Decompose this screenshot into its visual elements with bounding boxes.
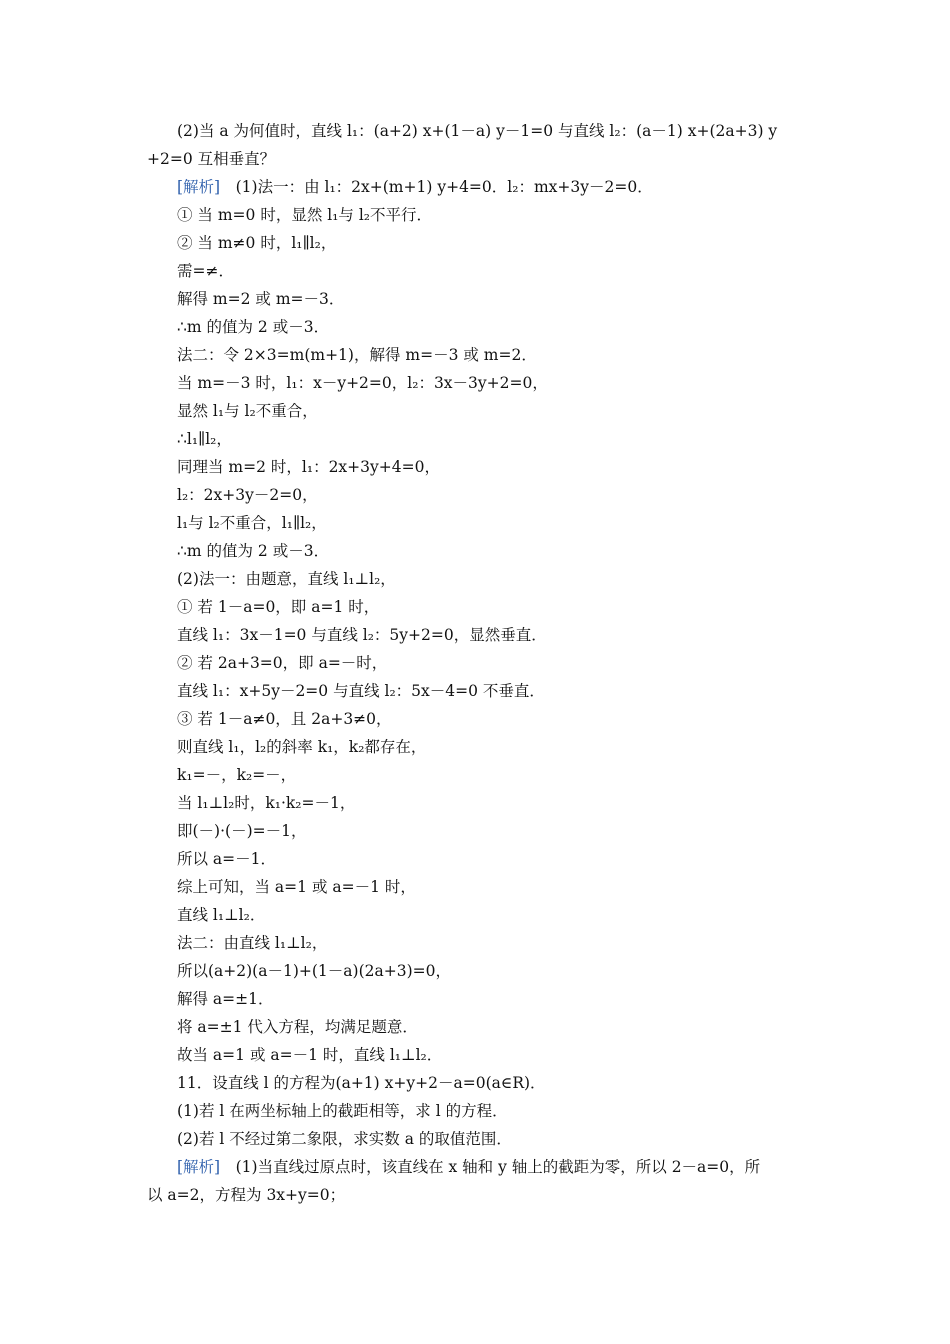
text-line: 即(－)·(－)=－1， (177, 822, 307, 840)
text-line: 法二：令 2×3=m(m+1)，解得 m=－3 或 m=2． (177, 346, 537, 364)
text-line: 故当 a=1 或 a=－1 时，直线 l₁⊥l₂． (177, 1046, 443, 1064)
text-line: 所以(a+2)(a－1)+(1－a)(2a+3)=0， (177, 962, 451, 980)
text-line: ∴l₁∥l₂， (177, 430, 232, 448)
text-line: 直线 l₁⊥l₂． (177, 906, 266, 924)
text-line: 11．设直线 l 的方程为(a+1) x+y+2－a=0(a∈R)． (177, 1074, 546, 1092)
text-line: k₁=－，k₂=－， (177, 766, 297, 784)
text-line: 则直线 l₁，l₂的斜率 k₁，k₂都存在， (177, 738, 427, 756)
text-line: 解得 m=2 或 m=－3． (177, 290, 345, 308)
text-line: ② 当 m≠0 时，l₁∥l₂， (177, 234, 337, 252)
text-line: 需=≠． (177, 262, 234, 280)
text-line: (2)当 a 为何值时，直线 l₁：(a+2) x+(1－a) y－1=0 与直线 l₂：(a－1) x+(2a+3) y (177, 122, 778, 140)
text-line: 以 a=2，方程为 3x+y=0； (147, 1186, 346, 1204)
text-line: [解析] (1)当直线过原点时，该直线在 x 轴和 y 轴上的截距为零，所以 2－a=0，所 (177, 1158, 761, 1176)
text-line: 同理当 m=2 时，l₁：2x+3y+4=0， (177, 458, 440, 476)
text-line: 当 l₁⊥l₂时，k₁·k₂=－1， (177, 794, 356, 812)
text-line: 直线 l₁：3x－1=0 与直线 l₂：5y+2=0，显然垂直． (177, 626, 547, 644)
text-line: ∴m 的值为 2 或－3． (177, 318, 330, 336)
text-line: l₂：2x+3y－2=0， (177, 486, 318, 504)
text-line: (2)法一：由题意，直线 l₁⊥l₂， (177, 570, 396, 588)
text-line: ② 若 2a+3=0，即 a=－时， (177, 654, 388, 672)
text-line: ③ 若 1－a≠0，且 2a+3≠0， (177, 710, 392, 728)
text-line: ① 若 1－a=0，即 a=1 时， (177, 598, 380, 616)
text-line: l₁与 l₂不重合，l₁∥l₂， (177, 514, 327, 532)
text-line: 将 a=±1 代入方程，均满足题意． (177, 1018, 418, 1036)
text-line: (1)若 l 在两坐标轴上的截距相等，求 l 的方程． (177, 1102, 508, 1120)
text-line: (2)若 l 不经过第二象限，求实数 a 的取值范围． (177, 1130, 512, 1148)
text-line: ① 当 m=0 时，显然 l₁与 l₂不平行． (177, 206, 433, 224)
text-line: 法二：由直线 l₁⊥l₂， (177, 934, 328, 952)
analysis-tag: [解析] (177, 178, 221, 196)
text-line: +2=0 互相垂直？ (147, 150, 276, 168)
text-line: 当 m=－3 时，l₁：x－y+2=0，l₂：3x－3y+2=0， (177, 374, 548, 392)
text-line: 综上可知，当 a=1 或 a=－1 时， (177, 878, 416, 896)
text-line: [解析] (1)法一：由 l₁：2x+(m+1) y+4=0．l₂：mx+3y－2=0． (177, 178, 653, 196)
text-line: 显然 l₁与 l₂不重合， (177, 402, 318, 420)
text-line: 解得 a=±1． (177, 990, 274, 1008)
text-line: 直线 l₁：x+5y－2=0 与直线 l₂：5x－4=0 不垂直． (177, 682, 545, 700)
analysis-tag: [解析] (177, 1158, 221, 1176)
text-line: ∴m 的值为 2 或－3． (177, 542, 330, 560)
text-line: 所以 a=－1． (177, 850, 277, 868)
